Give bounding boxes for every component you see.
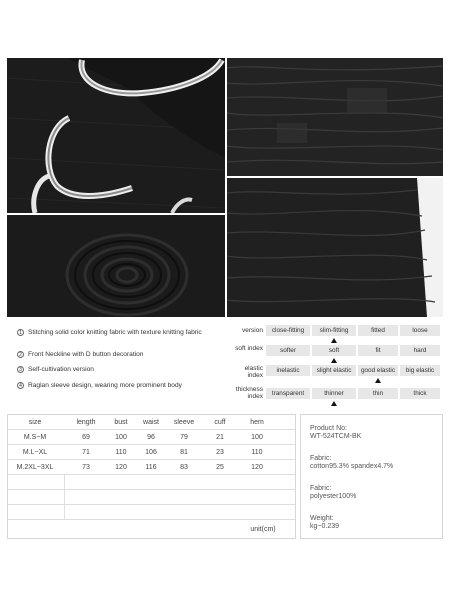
table-cell: M.L~XL: [22, 449, 48, 456]
photo-texture-bottom: [227, 178, 443, 317]
attr-option-selected: thinner: [312, 388, 356, 399]
feature-text: Self-cultivation version: [28, 366, 94, 373]
unit-label: unit(cm): [250, 526, 276, 533]
attr-option: fit: [358, 345, 398, 356]
attr-option: slight elastic: [312, 365, 356, 376]
selection-marker: [331, 358, 337, 363]
selection-marker: [331, 401, 337, 406]
photo-d-rings: [7, 58, 225, 213]
attr-option: loose: [400, 325, 440, 336]
column-header: length: [76, 419, 96, 426]
table-divider: [64, 475, 65, 519]
fabric-value: cotton95.3% spandex4.7%: [310, 463, 394, 470]
attr-option-selected: good elastic: [358, 365, 398, 376]
table-cell: 106: [145, 449, 157, 456]
weight-label: Weight:: [310, 515, 334, 522]
table-cell: 100: [115, 434, 127, 441]
table-cell: M.2XL~3XL: [16, 464, 54, 471]
table-cell: 96: [147, 434, 155, 441]
column-header: cuff: [214, 419, 226, 426]
attr-label-elastic: elastic index: [244, 365, 263, 379]
table-divider: [8, 474, 295, 475]
column-header: bust: [114, 419, 128, 426]
table-divider: [8, 459, 295, 460]
column-header: waist: [143, 419, 159, 426]
attr-option-selected: slim-fitting: [312, 325, 356, 336]
attr-option: hard: [400, 345, 440, 356]
photo-texture-top: [227, 58, 443, 176]
column-header: size: [28, 419, 42, 426]
attr-option: transparent: [266, 388, 310, 399]
fabric-label: Fabric:: [310, 455, 332, 462]
table-divider: [8, 444, 295, 445]
feature-number: 1: [17, 329, 24, 336]
product-no-value: WT-524TCM-BK: [310, 433, 362, 440]
attr-option: thick: [400, 388, 440, 399]
table-cell: 100: [251, 434, 263, 441]
table-cell: 21: [216, 434, 224, 441]
attr-option: softer: [266, 345, 310, 356]
table-cell: 25: [216, 464, 224, 471]
column-header: sleeve: [173, 419, 195, 426]
features-panel: [7, 320, 229, 410]
table-cell: 73: [82, 464, 90, 471]
table-cell: 120: [251, 464, 263, 471]
table-cell: 81: [180, 449, 188, 456]
attr-option: fitted: [358, 325, 398, 336]
attribute-table: [229, 320, 443, 410]
column-header: hem: [250, 419, 264, 426]
attr-option: inelastic: [266, 365, 310, 376]
product-no-label: Product No:: [310, 425, 347, 432]
table-cell: 110: [251, 449, 263, 456]
fabric-value: polyester100%: [310, 493, 357, 500]
table-cell: 23: [216, 449, 224, 456]
attr-label-version: version: [242, 327, 263, 334]
feature-text: Stitching solid color knitting fabric with texture knitting fabric: [28, 329, 202, 336]
feature-text: Raglan sleeve design, wearing more prominent body: [28, 382, 182, 389]
photo-swirl: [7, 215, 225, 317]
table-cell: 71: [82, 449, 90, 456]
table-cell: M.S~M: [23, 434, 47, 441]
table-divider: [8, 519, 295, 520]
feature-number: 2: [17, 351, 24, 358]
size-table: [7, 414, 296, 539]
attr-label-thickness: thickness index: [235, 386, 263, 400]
selection-marker: [331, 338, 337, 343]
table-cell: 116: [145, 464, 157, 471]
feature-number: 4: [17, 382, 24, 389]
feature-text: Front Neckline with D button decoration: [28, 351, 144, 358]
weight-value: kg~0.239: [310, 523, 339, 530]
table-divider: [8, 504, 295, 505]
table-cell: 79: [180, 434, 188, 441]
table-cell: 110: [115, 449, 127, 456]
selection-marker: [375, 378, 381, 383]
table-cell: 120: [115, 464, 127, 471]
attr-option: close-fitting: [266, 325, 310, 336]
product-info-panel: [300, 414, 443, 539]
table-divider: [8, 489, 295, 490]
table-cell: 83: [180, 464, 188, 471]
attr-option: big elastic: [400, 365, 440, 376]
fabric-label: Fabric:: [310, 485, 332, 492]
table-cell: 69: [82, 434, 90, 441]
attr-option: thin: [358, 388, 398, 399]
attr-option-selected: soft: [312, 345, 356, 356]
attr-label-soft: soft index: [235, 345, 263, 352]
table-divider: [8, 429, 295, 430]
feature-number: 3: [17, 366, 24, 373]
